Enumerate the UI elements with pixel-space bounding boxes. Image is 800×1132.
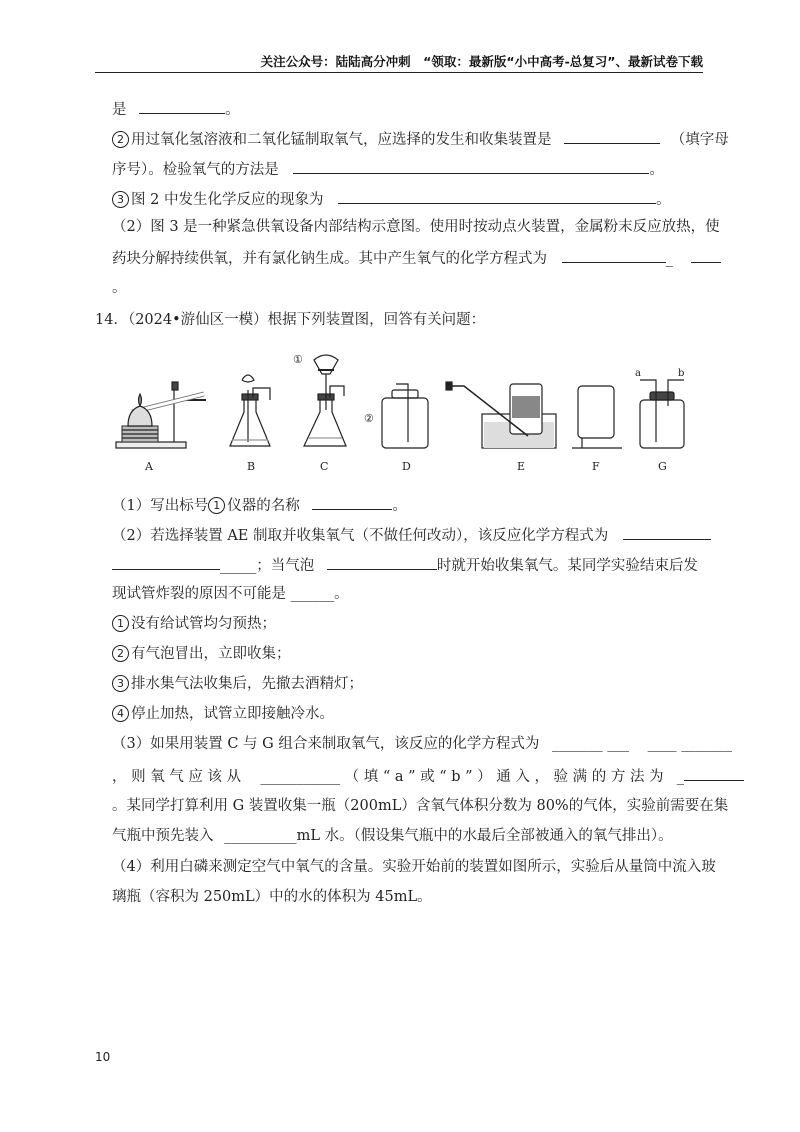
q14-option-3: 3 排水集气法收集后，先撤去酒精灯； [112,674,363,694]
figure-label: G [658,460,667,473]
header-rule [95,72,703,73]
circled-number: 3 [112,191,129,208]
answer-blank[interactable] [338,188,656,204]
label-b: b [678,368,685,379]
circled-number: 3 [112,675,129,692]
apparatus-d [364,384,428,448]
q13-line-6: 药块分解持续供氧，并有氯化钠生成。其中产生氧气的化学方程式为 _ [112,247,721,269]
q13-line-1: 是 。 [112,98,240,120]
q14-part-3-line-4: 气瓶中预先装入 __________mL 水。（假设集气瓶中的水最后全部被通入的氧气排出）。 [112,828,673,844]
page-number: 10 [95,1050,111,1064]
answer-blank[interactable] [623,524,711,540]
q14-part-1: （1）写出标号 1 仪器的名称 。 [112,494,407,516]
q14-part-2-line-3: 现试管炸裂的原因不可能是 ______。 [112,586,349,602]
q14-part-3-line-2: ，则氧气应该从 ___________ （填“a”或“b”）通入，验满的方法为 _ [112,765,744,787]
question-14-title: 14．（2024•游仙区一模）根据下列装置图，回答有关问题： [95,312,486,328]
q14-part-3-line-3: 。某同学打算利用 G 装置收集一瓶（200mL）含氧气体积分数为 80%的气体，实验前需要在集 [112,798,729,814]
q13-line-5: （2）图 3 是一种紧急供氧设备内部结构示意图。使用时按动点火装置，金属粉末反应放热，使 [112,219,720,235]
circled-number: 1 [208,497,225,514]
q14-option-2: 2 有气泡冒出，立即收集； [112,644,291,664]
answer-blank[interactable] [564,128,660,144]
apparatus-b [230,375,270,446]
apparatus-c [293,353,346,446]
apparatus-f [572,386,622,448]
marker-2: ② [364,412,374,425]
circled-number: 2 [112,131,129,148]
answer-blank[interactable] [139,98,225,114]
apparatus-e [446,382,556,448]
page-header: 关注公众号：陆陆高分冲刺 “领取：最新版“小中高考-总复习”、最新试卷下载 [260,54,703,69]
figure-label: D [402,460,411,473]
answer-blank[interactable] [293,158,649,174]
figure-label: A [145,460,153,473]
figure-label: B [247,460,256,473]
apparatus-a [116,382,206,448]
apparatus-drawing [112,350,692,478]
q14-option-4: 4 停止加热，试管立即接触冷水。 [112,704,334,724]
q14-part-2-line-1: （2）若选择装置 AE 制取并收集氧气（不做任何改动），该反应化学方程式为 [112,524,711,546]
label-a: a [635,368,641,379]
apparatus-figure [112,350,692,478]
circled-number: 4 [112,705,129,722]
q14-part-4-line-1: （4）利用白磷来测定空气中氧气的含量。实验开始前的装置如图所示，实验后从量筒中流入玻 [112,859,716,875]
q13-line-7: 。 [112,280,127,296]
answer-blank[interactable] [562,247,666,263]
circled-number: 2 [112,645,129,662]
answer-blank[interactable] [327,554,437,570]
marker-1: ① [293,353,303,366]
q13-line-3: 序号）。检验氧气的方法是 。 [112,158,664,180]
answer-blank[interactable] [312,494,392,510]
q14-part-4-line-2: 璃瓶（容积为 250mL）中的水的体积为 45mL。 [112,889,432,905]
q13-line-4: 3 图 2 中发生化学反应的现象为 。 [112,188,671,210]
answer-blank[interactable] [112,554,220,570]
figure-label: C [320,460,329,473]
q14-part-2-line-2: _____；当气泡 时就开始收集氧气。某同学实验结束后发 [112,554,698,576]
answer-blank[interactable] [691,247,721,263]
q14-part-3-line-1: （3）如果用装置 C 与 G 组合来制取氧气，该反应的化学方程式为 _______ ___ ____ _______ [112,736,733,752]
q14-option-1: 1 没有给试管均匀预热； [112,614,276,634]
answer-blank[interactable] [684,765,744,781]
apparatus-g [635,368,684,448]
figure-label: E [517,460,526,473]
figure-label: F [592,460,600,473]
circled-number: 1 [112,615,129,632]
q13-line-2: 2 用过氧化氢溶液和二氧化锰制取氧气，应选择的发生和收集装置是 （填字母 [112,128,729,150]
